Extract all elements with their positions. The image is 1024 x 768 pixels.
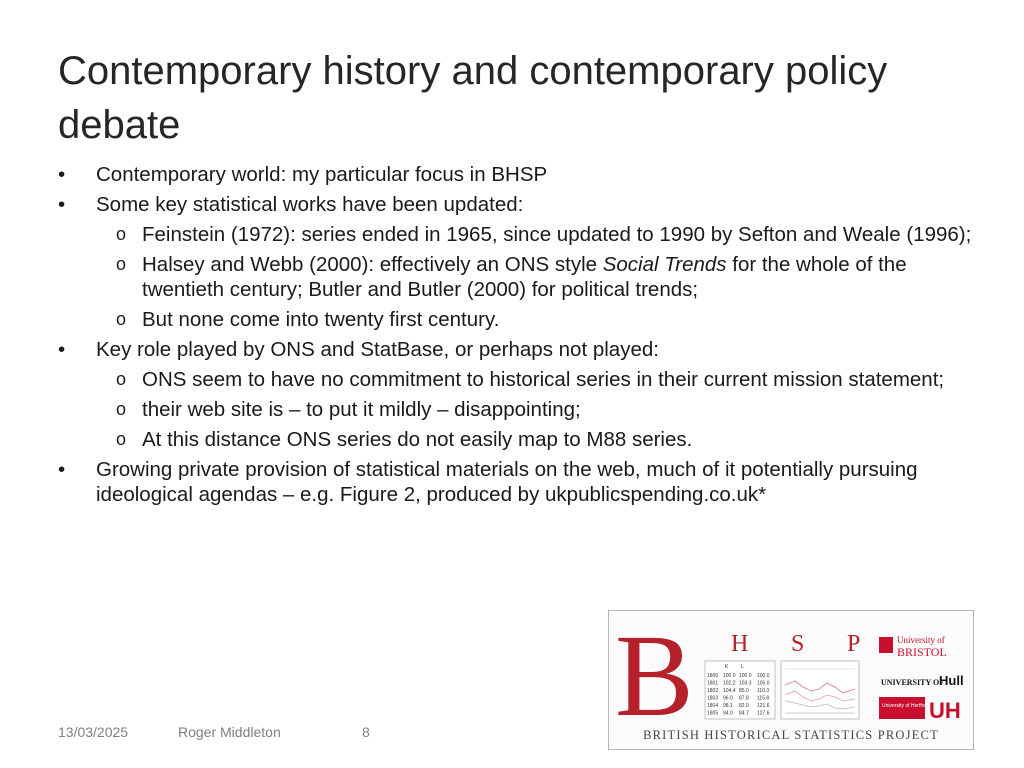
- sub-bullet-item: [104, 427, 978, 452]
- mini-table-cell: 98.1: [723, 703, 733, 709]
- logo-uni2-line2: Hull: [939, 673, 964, 688]
- bullet-item: [58, 457, 978, 507]
- logo-letter-s: S: [791, 631, 805, 657]
- logo-uni1-line2: BRISTOL: [897, 645, 947, 659]
- sub-bullet-icon: o: [116, 429, 127, 449]
- sub-bullet-icon: o: [116, 369, 127, 389]
- bullet-icon: •: [58, 458, 66, 481]
- sub-bullet-item: [104, 222, 978, 247]
- sub-bullet-item: [104, 252, 978, 302]
- bullet-item: [58, 192, 978, 332]
- bullet-item: [58, 337, 978, 452]
- sub-bullet-item: [104, 367, 978, 392]
- mini-table-header: L: [741, 664, 744, 670]
- sub-bullet-item: [104, 307, 978, 332]
- mini-table-cell: 100.0: [739, 673, 752, 679]
- mini-table-cell: 1804: [707, 703, 719, 709]
- mini-table-cell: 104.4: [723, 688, 736, 694]
- footer-date: 13/03/2025: [58, 724, 129, 740]
- mini-table-header: K: [725, 664, 729, 670]
- mini-table-cell: 102.2: [723, 680, 736, 687]
- logo-uni1-line1: University of: [897, 635, 945, 645]
- logo-mini-chart: [781, 661, 859, 719]
- mini-table-cell: 100.0: [723, 673, 736, 679]
- sub-bullet-item: [104, 397, 978, 422]
- bullet-icon: •: [58, 193, 66, 216]
- sub-bullet-text-after: for the whole of the twentieth century; Butler and Butler (2000) for political trends;: [142, 253, 907, 301]
- sub-bullet-text: their web site is – to put it mildly – disappointing;: [142, 398, 581, 421]
- slide-body: [58, 162, 978, 512]
- mini-table-cell: 82.0: [739, 703, 749, 709]
- sub-bullet-italic: Social Trends: [602, 253, 727, 276]
- sub-bullet-list: [96, 367, 978, 452]
- logo-letter-p: P: [847, 631, 861, 657]
- mini-table-cell: 85.0: [739, 688, 749, 694]
- sub-bullet-icon: o: [116, 254, 127, 274]
- bullet-icon: •: [58, 338, 66, 361]
- mini-table-cell: 1805: [707, 710, 719, 717]
- mini-table-cell: 115.8: [757, 695, 770, 702]
- bhsp-logo-graphic: [609, 611, 973, 749]
- logo-letter-h: H: [731, 631, 749, 657]
- logo-uni3-line2: UH: [929, 698, 961, 723]
- logo-big-letter: B: [615, 611, 694, 741]
- mini-table-cell: 103.3: [739, 680, 752, 687]
- mini-table-cell: 87.8: [739, 695, 749, 702]
- sub-bullet-list: [96, 222, 978, 332]
- sub-bullet-text: At this distance ONS series do not easily map to M88 series.: [142, 428, 693, 451]
- bristol-crest-icon: [879, 637, 893, 653]
- mini-table-cell: 1800: [707, 673, 719, 679]
- mini-table-cell: 1801: [707, 680, 719, 687]
- sub-bullet-icon: o: [116, 309, 127, 329]
- sub-bullet-text: But none come into twenty first century.: [142, 308, 500, 331]
- mini-table-cell: 110.3: [757, 688, 770, 694]
- sub-bullet-text: ONS seem to have no commitment to historical series in their current mission statement;: [142, 368, 945, 391]
- sub-bullet-icon: o: [116, 224, 127, 244]
- bullet-list: [58, 162, 978, 507]
- sub-bullet-text: Feinstein (1972): series ended in 1965, since updated to 1990 by Sefton and Weale (1996);: [142, 223, 972, 246]
- slide-title: Contemporary history and contemporary policy debate: [58, 49, 888, 147]
- footer-page-number: 8: [362, 724, 370, 740]
- mini-table-cell: 84.7: [739, 710, 749, 717]
- bullet-icon: •: [58, 163, 66, 186]
- footer-author: Roger Middleton: [178, 724, 281, 740]
- sub-bullet-icon: o: [116, 399, 127, 419]
- mini-table-cell: 94.0: [723, 710, 733, 717]
- bullet-text: Some key statistical works have been updated:: [96, 193, 524, 216]
- bhsp-logo: [608, 610, 974, 750]
- logo-uni2-line1: UNIVERSITY OF: [881, 678, 945, 687]
- bullet-text: Growing private provision of statistical materials on the web, much of it potentially pursuing ideological agendas – e.g. Figure 2, produced by ukpublicspending.co.uk*: [96, 458, 918, 506]
- mini-table-cell: 127.6: [757, 710, 770, 717]
- bullet-text: Contemporary world: my particular focus in BHSP: [96, 163, 548, 186]
- mini-table-cell: 100.0: [757, 673, 770, 679]
- logo-mini-table: [705, 661, 775, 719]
- mini-table-cell: 1803: [707, 695, 719, 702]
- logo-uni3-line1: University of Hertfordshire: [882, 703, 940, 709]
- sub-bullet-text-before: Halsey and Webb (2000): effectively an ONS style: [142, 253, 603, 276]
- logo-caption: BRITISH HISTORICAL STATISTICS PROJECT: [643, 728, 939, 742]
- mini-table-cell: 105.0: [757, 680, 770, 687]
- mini-table-cell: 1802: [707, 688, 719, 694]
- bullet-text: Key role played by ONS and StatBase, or perhaps not played:: [96, 338, 659, 361]
- mini-table-cell: 121.6: [757, 703, 770, 709]
- bullet-item: [58, 162, 978, 187]
- mini-table-cell: 96.0: [723, 695, 733, 702]
